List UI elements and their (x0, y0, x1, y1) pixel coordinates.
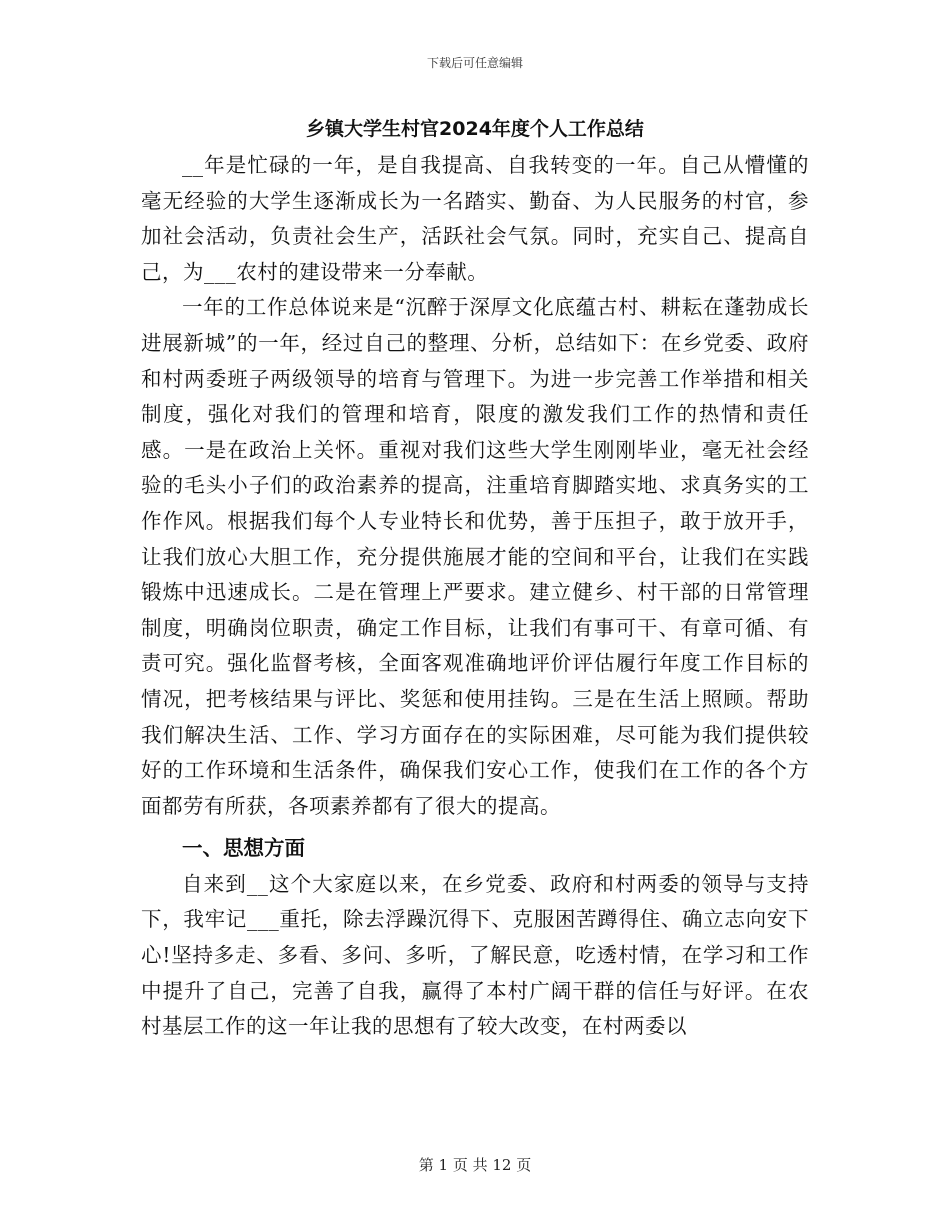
page-number: 第 1 页 共 12 页 (418, 1156, 532, 1174)
section-heading: 一、思想方面 (182, 836, 305, 861)
header-note: 下载后可任意编辑 (426, 56, 523, 70)
document-body (141, 148, 809, 1045)
document-title: 乡镇大学生村官2024年度个人工作总结 (306, 118, 644, 140)
body-paragraph: 自来到__这个大家庭以来，在乡党委、政府和村两委的领导与支持下，我牢记___重托，除去浮躁沉得下、克服困苦蹲得住、确立志向安下心!坚持多走、多看、多问、多听，了解民意，吃透村情，在学习和工作中提升了自己，完善了自我，赢得了本村广阔干群的信任与好评。在农村基层工作的这一年让我的思想有了较大改变，在村两委以 (141, 871, 809, 1039)
body-paragraph: __年是忙碌的一年，是自我提高、自我转变的一年。自己从懵懂的毫无经验的大学生逐渐成长为一名踏实、勤奋、为人民服务的村官，参加社会活动，负责社会生产，活跃社会气氛。同时，充实自己、提高自己，为___农村的建设带来一分奉献。 (141, 153, 809, 284)
body-paragraph: 一年的工作总体说来是“沉醉于深厚文化底蕴古村、耕耘在蓬勃成长进展新城”的一年，经过自己的整理、分析，总结如下：在乡党委、政府和村两委班子两级领导的培育与管理下。为进一步完善工作举措和相关制度，强化对我们的管理和培育，限度的激发我们工作的热情和责任感。一是在政治上关怀。重视对我们这些大学生刚刚毕业，毫无社会经验的毛头小子们的政治素养的提高，注重培育脚踏实地、求真务实的工作作风。根据我们每个人专业特长和优势，善于压担子，敢于放开手，让我们放心大胆工作，充分提供施展才能的空间和平台，让我们在实践锻炼中迅速成长。二是在管理上严要求。建立健乡、村干部的日常管理制度，明确岗位职责，确定工作目标，让我们有事可干、有章可循、有责可究。强化监督考核，全面客观准确地评价评估履行年度工作目标的情况，把考核结果与评比、奖惩和使用挂钩。三是在生活上照顾。帮助我们解决生活、工作、学习方面存在的实际困难，尽可能为我们提供较好的工作环境和生活条件，确保我们安心工作，使我们在工作的各个方面都劳有所获，各项素养都有了很大的提高。 (141, 295, 809, 818)
